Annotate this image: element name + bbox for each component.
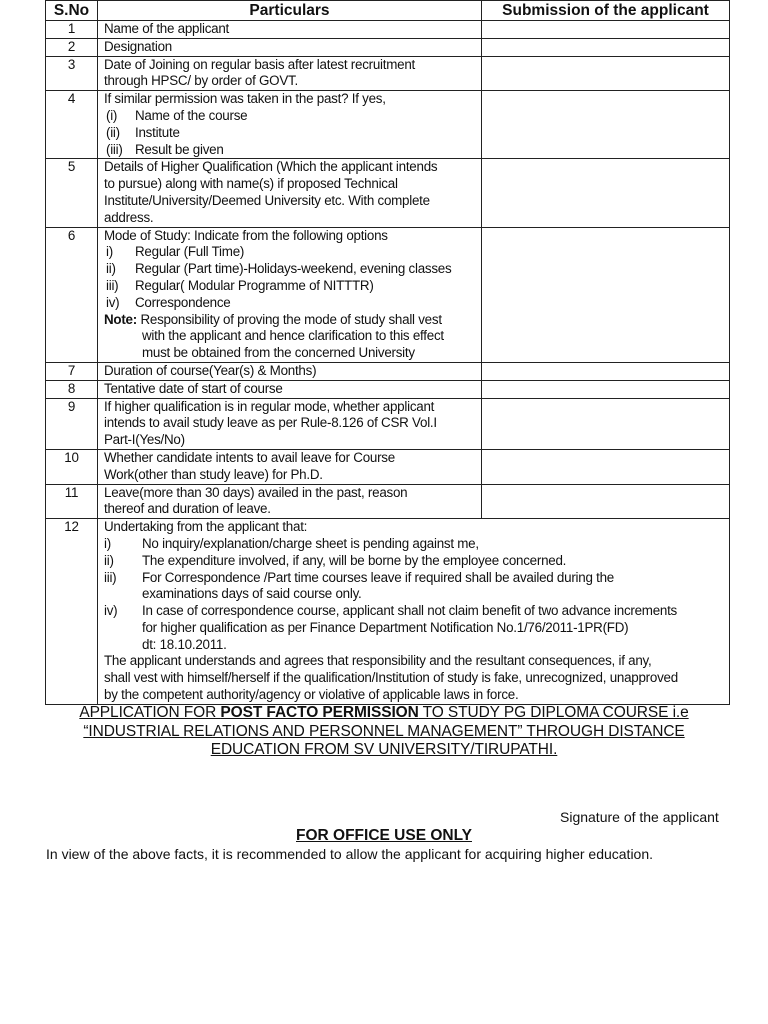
particular-line: Date of Joining on regular basis after latest recruitment [104, 56, 416, 72]
row-particular [98, 227, 482, 362]
sub-item [104, 125, 475, 142]
row-particular [98, 91, 482, 159]
undertaking-cell [98, 519, 730, 705]
submission-cell[interactable] [482, 380, 730, 398]
particular-line: to pursue) along with name(s) if proposed Technical [104, 176, 398, 192]
undertaking-closing: by the competent authority/agency or violative of applicable laws in force. [104, 687, 519, 703]
undertaking-item [104, 536, 723, 553]
sub-item-text: In case of correspondence course, applicant shall not claim benefit of two advance increments [142, 603, 678, 619]
sub-item-number: iii) [104, 569, 117, 585]
row-particular [98, 159, 482, 227]
sub-item-number: (i) [106, 107, 118, 123]
table-row [46, 56, 730, 91]
signature-label: Signature of the applicant [560, 809, 719, 825]
particular-line: Work(other than study leave) for Ph.D. [104, 466, 323, 482]
table-row [46, 159, 730, 227]
row-particular [98, 449, 482, 484]
row-number: 3 [46, 56, 98, 91]
particular-line: If higher qualification is in regular mode, whether applicant [104, 398, 435, 414]
sub-item-text: for higher qualification as per Finance Department Notification No.1/76/2011-1PR(FD) [142, 619, 629, 635]
row-number: 10 [46, 449, 98, 484]
sub-item-number: ii) [106, 261, 116, 277]
submission-cell[interactable] [482, 484, 730, 519]
mode-note [104, 312, 475, 362]
table-row [46, 380, 730, 398]
header-sno: S.No [46, 1, 98, 21]
application-table [45, 0, 730, 705]
particular-intro: Mode of Study: Indicate from the following options [104, 227, 388, 243]
table-row [46, 21, 730, 39]
particular-line: intends to avail study leave as per Rule-8.126 of CSR Vol.I [104, 415, 437, 431]
submission-cell[interactable] [482, 21, 730, 39]
row-number: 4 [46, 91, 98, 159]
particular-line: Details of Higher Qualification (Which the applicant intends [104, 159, 438, 175]
table-row [46, 484, 730, 519]
sub-item [104, 142, 475, 159]
header-particulars: Particulars [98, 1, 482, 21]
sub-item-text: No inquiry/explanation/charge sheet is pending against me, [142, 535, 479, 551]
header-submission: Submission of the applicant [482, 1, 730, 21]
table-row [46, 362, 730, 380]
undertaking-intro: Undertaking from the applicant that: [104, 519, 308, 535]
row-number: 2 [46, 38, 98, 56]
row-number: 7 [46, 362, 98, 380]
sub-item-text: dt: 18.10.2011. [142, 636, 227, 652]
sub-item-number: iv) [106, 294, 120, 310]
sub-item-text: Regular (Full Time) [135, 244, 245, 260]
row-number: 9 [46, 398, 98, 449]
submission-cell[interactable] [482, 91, 730, 159]
heading-suffix: TO STUDY PG DIPLOMA COURSE i.e [418, 704, 689, 721]
recommendation-text: In view of the above facts, it is recommended to allow the applicant for acquiring higher education. [46, 846, 654, 862]
sub-item [104, 108, 475, 125]
table-row [46, 91, 730, 159]
submission-cell[interactable] [482, 38, 730, 56]
table-row [46, 519, 730, 705]
particular-line: Institute/University/Deemed University etc. With complete [104, 192, 430, 208]
undertaking-closing: shall vest with himself/herself if the qualification/Institution of study is fake, unrecognized, unapproved [104, 670, 678, 686]
submission-cell[interactable] [482, 449, 730, 484]
row-particular [98, 484, 482, 519]
sub-item-text: Name of the course [135, 107, 248, 123]
particular-line: Leave(more than 30 days) availed in the past, reason [104, 484, 408, 500]
particular-line: thereof and duration of leave. [104, 501, 271, 517]
sub-item [104, 278, 475, 295]
submission-cell[interactable] [482, 227, 730, 362]
undertaking-item [104, 603, 723, 653]
table-header-row [46, 1, 730, 21]
table-row [46, 227, 730, 362]
note-line: Responsibility of proving the mode of study shall vest [140, 311, 442, 327]
sub-item [104, 244, 475, 261]
particular-line: address. [104, 209, 154, 225]
sub-item-text: Regular( Modular Programme of NITTTR) [135, 277, 374, 293]
particular-line: Whether candidate intents to avail leave for Course [104, 449, 395, 465]
heading-line: “INDUSTRIAL RELATIONS AND PERSONNEL MANAGEMENT” THROUGH DISTANCE [83, 722, 685, 740]
note-label: Note: [104, 311, 137, 327]
sub-item-text: Regular (Part time)-Holidays-weekend, evening classes [135, 261, 452, 277]
sub-item-number: iv) [104, 603, 118, 619]
undertaking-closing: The applicant understands and agrees that responsibility and the resultant consequences, if any, [104, 653, 652, 669]
application-heading [46, 704, 722, 760]
heading-prefix: APPLICATION FOR [79, 704, 221, 721]
note-line: with the applicant and hence clarification to this effect [142, 328, 444, 344]
submission-cell[interactable] [482, 362, 730, 380]
sub-item-number: i) [104, 535, 111, 551]
row-particular [98, 56, 482, 91]
submission-cell[interactable] [482, 159, 730, 227]
table-row [46, 449, 730, 484]
sub-item-number: i) [106, 244, 113, 260]
office-use-heading: FOR OFFICE USE ONLY [296, 827, 472, 844]
sub-item [104, 261, 475, 278]
particular-line: through HPSC/ by order of GOVT. [104, 73, 298, 89]
heading-bold: POST FACTO PERMISSION [220, 704, 419, 721]
sub-item-number: (iii) [106, 141, 123, 157]
submission-cell[interactable] [482, 56, 730, 91]
undertaking-item [104, 570, 723, 604]
row-number: 5 [46, 159, 98, 227]
sub-item-text: examinations days of said course only. [142, 586, 362, 602]
sub-item-number: ii) [104, 552, 114, 568]
row-number: 11 [46, 484, 98, 519]
table-row [46, 398, 730, 449]
submission-cell[interactable] [482, 398, 730, 449]
sub-item-number: (ii) [106, 124, 120, 140]
row-number: 8 [46, 380, 98, 398]
row-number: 12 [46, 519, 98, 705]
sub-item-text: Result be given [135, 141, 224, 157]
sub-item-text: The expenditure involved, if any, will be borne by the employee concerned. [142, 552, 567, 568]
sub-item [104, 295, 475, 312]
row-particular [98, 398, 482, 449]
row-particular: Name of the applicant [98, 21, 482, 39]
row-number: 6 [46, 227, 98, 362]
sub-item-number: iii) [106, 277, 119, 293]
particular-line: Part-I(Yes/No) [104, 432, 185, 448]
sub-item-text: For Correspondence /Part time courses leave if required shall be availed during the [142, 569, 614, 585]
sub-item-text: Institute [135, 124, 180, 140]
table-row [46, 38, 730, 56]
sub-item-text: Correspondence [135, 294, 231, 310]
note-line: must be obtained from the concerned University [142, 345, 415, 361]
row-particular: Tentative date of start of course [98, 380, 482, 398]
heading-line: EDUCATION FROM SV UNIVERSITY/TIRUPATHI. [210, 741, 558, 758]
row-particular: Duration of course(Year(s) & Months) [98, 362, 482, 380]
row-number: 1 [46, 21, 98, 39]
row-particular: Designation [98, 38, 482, 56]
particular-intro: If similar permission was taken in the past? If yes, [104, 91, 386, 107]
undertaking-item [104, 553, 723, 570]
heading-line [46, 704, 722, 723]
